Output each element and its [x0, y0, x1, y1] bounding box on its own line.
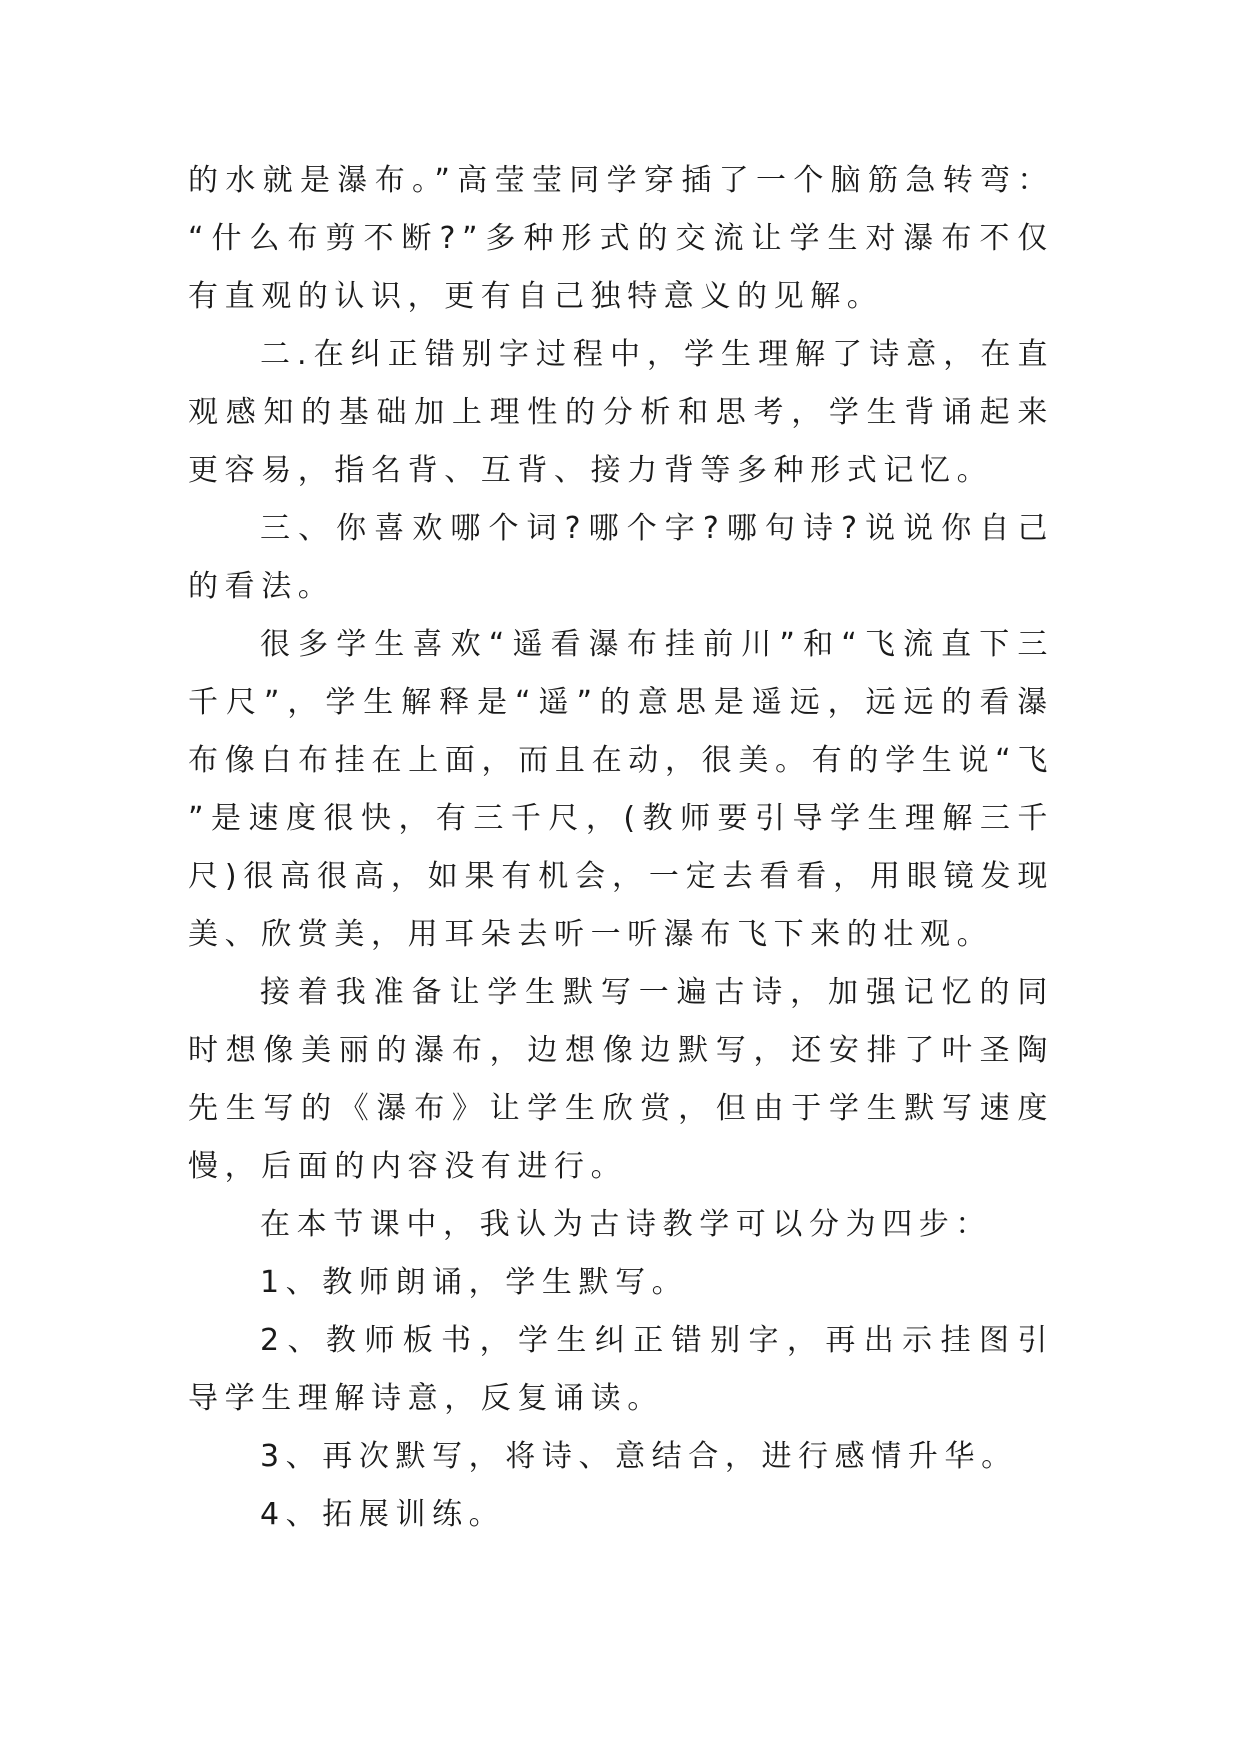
- list-item-step-2: 2、教师板书，学生纠正错别字，再出示挂图引导学生理解诗意，反复诵读。: [188, 1323, 1054, 1416]
- paragraph-point-three: 三、你喜欢哪个词?哪个字?哪句诗?说说你自己的看法。: [188, 511, 1054, 604]
- list-item-step-1: 1、教师朗诵，学生默写。: [260, 1265, 689, 1300]
- document-body: [188, 152, 1054, 1544]
- paragraph-student-views: 很多学生喜欢“遥看瀑布挂前川”和“飞流直下三千尺”，学生解释是“遥”的意思是遥远，远远的看瀑布像白布挂在上面，而且在动，很美。有的学生说“飞”是速度很快，有三千尺，(教师要引导学生理解三千尺)很高很高，如果有机会，一定去看看，用眼镜发现美、欣赏美，用耳朵去听一听瀑布飞下来的壮观。: [188, 627, 1054, 952]
- paragraph-dictation: 接着我准备让学生默写一遍古诗，加强记忆的同时想像美丽的瀑布，边想像边默写，还安排了叶圣陶先生写的《瀑布》让学生欣赏，但由于学生默写速度慢，后面的内容没有进行。: [188, 975, 1054, 1184]
- paragraph-point-two: 二.在纠正错别字过程中，学生理解了诗意，在直观感知的基础加上理性的分析和思考，学生背诵起来更容易，指名背、互背、接力背等多种形式记忆。: [188, 337, 1054, 488]
- paragraph-waterfall-discussion: 的水就是瀑布。”高莹莹同学穿插了一个脑筋急转弯：“什么布剪不断?”多种形式的交流让学生对瀑布不仅有直观的认识，更有自己独特意义的见解。: [188, 163, 1054, 314]
- list-item-step-3: 3、再次默写，将诗、意结合，进行感情升华。: [260, 1439, 1018, 1474]
- paragraph-four-steps-intro: 在本节课中，我认为古诗教学可以分为四步：: [260, 1207, 992, 1242]
- list-item-step-4: 4、拓展训练。: [260, 1497, 506, 1532]
